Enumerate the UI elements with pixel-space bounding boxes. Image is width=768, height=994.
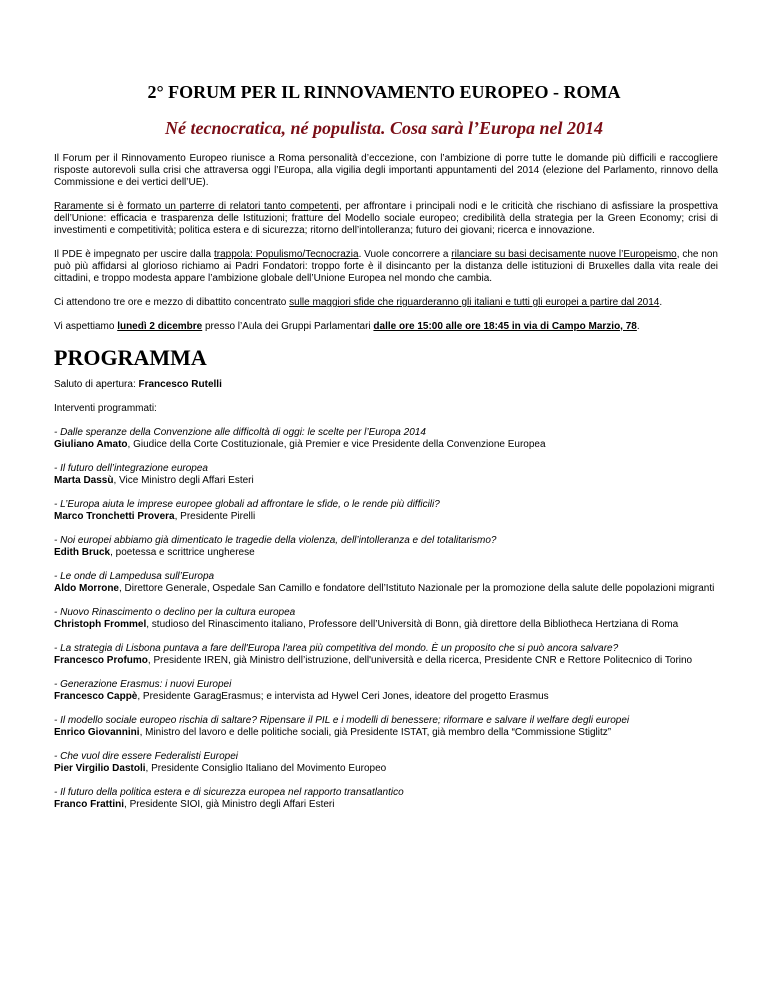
event-time-place: dalle ore 15:00 alle ore 18:45 in via di Campo Marzio, 78 <box>373 321 637 332</box>
program-item-speaker-line <box>54 763 718 775</box>
program-item-topic: - Dalle speranze della Convenzione alle difficoltà di oggi: le scelte per l’Europa 2014 <box>54 427 426 438</box>
program-item <box>54 679 718 703</box>
program-item-speaker: Aldo Morrone <box>54 583 119 594</box>
intro-text: Vi aspettiamo <box>54 321 118 332</box>
program-list <box>54 427 718 811</box>
program-item-topic: - L’Europa aiuta le imprese europee globali ad affrontare le sfide, o le rende più difficili? <box>54 499 440 510</box>
document-title: 2° FORUM PER IL RINNOVAMENTO EUROPEO - ROMA <box>147 82 621 102</box>
program-item-speaker: Franco Frattini <box>54 799 125 810</box>
program-item <box>54 607 718 631</box>
program-item-speaker: Giuliano Amato <box>54 439 128 450</box>
intro-paragraph-2 <box>54 201 718 237</box>
program-item-topic: - Che vuol dire essere Federalisti Europei <box>54 751 238 762</box>
program-item-topic: - Il modello sociale europeo rischia di saltare? Ripensare il PIL e i modelli di benessere; riformare e salvare il welfare degli europei <box>54 715 630 726</box>
program-item-role: , Presidente Consiglio Italiano del Movimento Europeo <box>145 763 387 774</box>
programma-heading: PROGRAMMA <box>54 345 207 370</box>
program-item-speaker: Marta Dassù <box>54 475 114 486</box>
program-item <box>54 571 718 595</box>
program-item-role: , Presidente GaragErasmus; e intervista ad Hywel Ceri Jones, ideatore del progetto Erasmus <box>137 691 549 702</box>
program-item-role: , studioso del Rinascimento italiano, Professore dell’Università di Bonn, già direttore della Bibliotheca Hertziana di Roma <box>146 619 679 630</box>
program-item-speaker-line <box>54 475 718 487</box>
program-item <box>54 535 718 559</box>
program-item-speaker: Enrico Giovannini <box>54 727 140 738</box>
program-item-topic: - Nuovo Rinascimento o declino per la cultura europea <box>54 607 296 618</box>
program-item <box>54 463 718 487</box>
program-item-speaker-line <box>54 655 718 667</box>
program-item-role: , Vice Ministro degli Affari Esteri <box>113 475 254 486</box>
program-item-speaker-line <box>54 799 718 811</box>
program-item-role: , Ministro del lavoro e delle politiche sociali, già Presidente ISTAT, già membro della “Commissione Stiglitz” <box>139 727 612 738</box>
program-item-topic: - Noi europei abbiamo già dimenticato le tragedie della violenza, dell’intolleranza e del totalitarismo? <box>54 535 497 546</box>
program-item-speaker-line <box>54 691 718 703</box>
intro-paragraph-5 <box>54 321 718 333</box>
program-item-topic: - Il futuro dell’integrazione europea <box>54 463 208 474</box>
opening-speaker: Francesco Rutelli <box>138 379 222 390</box>
intro-link-rilanciare[interactable]: rilanciare su basi decisamente nuove l’Europeismo <box>451 249 677 260</box>
program-item-role: , Giudice della Corte Costituzionale, già Premier e vice Presidente della Convenzione Europea <box>127 439 546 450</box>
program-item-topic: - Generazione Erasmus: i nuovi Europei <box>54 679 232 690</box>
program-item-speaker-line <box>54 583 718 595</box>
intro-text: , per affrontare i principali nodi e le criticità che rischiano di asfissiare la prospettiva dell’Unione: efficacia e trasparenza delle Istituzioni; fratture del Modello sociale europeo; credibilità della strategia per la Green Economy; crisi di investimenti e competitività; politica estera e di sicurezza; ritorno dell’intolleranza; futuro dei giovani; ricerca e innovazione. <box>54 201 718 236</box>
intro-text: . Vuole concorrere a <box>358 249 452 260</box>
program-item-topic: - La strategia di Lisbona puntava a fare dell'Europa l'area più competitiva del mondo. È un proposito che si può ancora salvare? <box>54 643 619 654</box>
program-item-topic: - Le onde di Lampedusa sull’Europa <box>54 571 215 582</box>
intro-text: , che non può più affidarsi al glorioso richiamo ai Padri Fondatori: troppo forte è il disincanto per la distanza delle istituzioni di Bruxelles dalla vita reale dei cittadini, e troppo modesta appare l’ambizione globale dell’Unione Europea nel mondo che cambia. <box>54 249 718 284</box>
program-item-role: , Presidente SIOI, già Ministro degli Affari Esteri <box>124 799 335 810</box>
intro-link-trappola[interactable]: trappola: Populismo/Tecnocrazia <box>213 249 359 260</box>
intro-text: . <box>659 297 663 308</box>
program-item <box>54 715 718 739</box>
intro-link-sfide[interactable]: sulle maggiori sfide che riguarderanno gli italiani e tutti gli europei a partire dal 2014 <box>289 297 660 308</box>
program-item <box>54 427 718 451</box>
program-item <box>54 751 718 775</box>
program-item-speaker-line <box>54 439 718 451</box>
program-item-speaker: Christoph Frommel <box>54 619 147 630</box>
intro-text: Ci attendono tre ore e mezzo di dibattito concentrato <box>54 297 290 308</box>
program-item <box>54 787 718 811</box>
event-date: lunedì 2 dicembre <box>117 321 203 332</box>
program-item-speaker: Francesco Cappè <box>54 691 138 702</box>
program-item-speaker-line <box>54 547 718 559</box>
intro-paragraph-3 <box>54 249 718 285</box>
opening-line <box>54 379 718 391</box>
document-subtitle: Né tecnocratica, né populista. Cosa sarà l’Europa nel 2014 <box>164 118 604 138</box>
program-item <box>54 499 718 523</box>
intro-text: presso l’Aula dei Gruppi Parlamentari <box>202 321 374 332</box>
program-item-role: , Presidente IREN, già Ministro dell’istruzione, dell'università e della ricerca, Presidente CNR e Rettore Politecnico di Torino <box>147 655 693 666</box>
program-item-role: , poetessa e scrittrice ungherese <box>110 547 255 558</box>
program-item-speaker-line <box>54 619 718 631</box>
program-item-speaker: Edith Bruck <box>54 547 111 558</box>
intro-text: . <box>636 321 640 332</box>
opening-label: Saluto di apertura: <box>54 379 139 390</box>
document-body <box>54 153 718 823</box>
program-item-role: , Direttore Generale, Ospedale San Camillo e fondatore dell’Istituto Nazionale per la promozione della salute delle popolazioni migranti <box>119 583 715 594</box>
interventi-label: Interventi programmati: <box>54 403 157 414</box>
program-item-speaker: Francesco Profumo <box>54 655 148 666</box>
program-item-speaker: Marco Tronchetti Provera <box>54 511 175 522</box>
intro-text: Il PDE è impegnato per uscire dalla <box>54 249 214 260</box>
program-item <box>54 643 718 667</box>
program-item-speaker: Pier Virgilio Dastoli <box>54 763 146 774</box>
program-item-speaker-line <box>54 727 718 739</box>
intro-paragraph-4 <box>54 297 718 309</box>
intro-paragraph-1: Il Forum per il Rinnovamento Europeo riunisce a Roma personalità d’eccezione, con l’ambizione di porre tutte le domande più difficili e raccogliere risposte autorevoli sulla crisi che attraversa oggi l’Europa, alla vigilia degli importanti appuntamenti del 2014 (elezione del Parlamento, rinnovo della Commissione e dei vertici dell’UE). <box>54 153 718 188</box>
program-item-speaker-line <box>54 511 718 523</box>
program-item-topic: - Il futuro della politica estera e di sicurezza europea nel rapporto transatlantico <box>54 787 404 798</box>
program-item-role: , Presidente Pirelli <box>174 511 256 522</box>
intro-link-parterre[interactable]: Raramente si è formato un parterre di relatori tanto competenti <box>54 201 339 212</box>
